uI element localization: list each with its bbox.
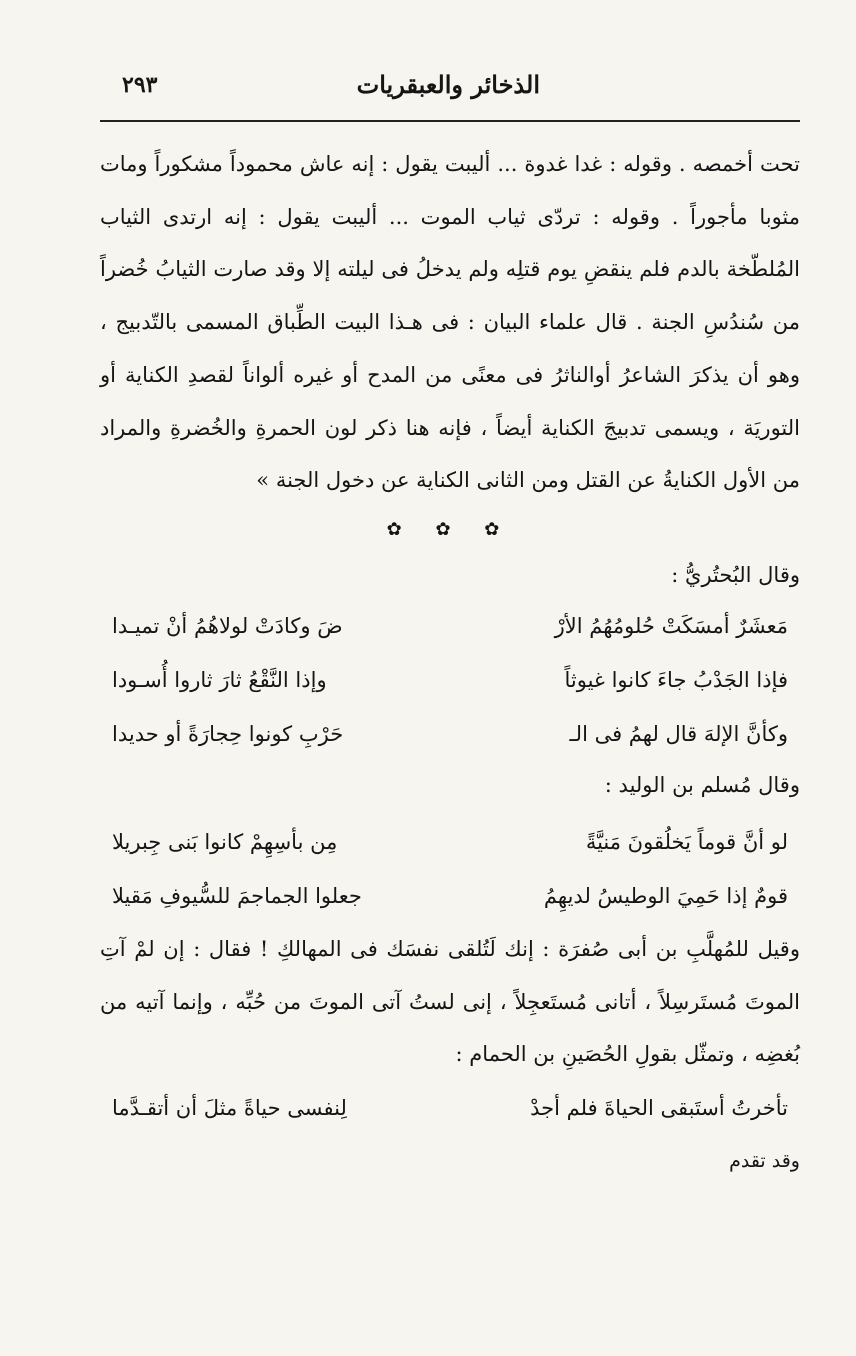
muslim-poem (100, 815, 800, 923)
muslim-intro: وقال مُسلم بن الوليد : (604, 772, 800, 797)
buhturi-intro: وقال البُحتُريُّ : (671, 562, 800, 587)
verse-first-hemistich: فإذا الجَدْبُ جاءَ كانوا غيوثاً (564, 667, 788, 692)
closing-note: وقد تقدم (729, 1150, 800, 1173)
commentary-paragraph: تحت أخمصه . وقوله : غدا غدوة ... أليبت يقول : إنه عاش محموداً مشكوراً ومات مثوبا مأجوراً . وقوله : تردّى ثياب الموت ... أليبت يقول : إنه ارتدى الثياب المُلطّخة بالدم فلم ينقضِ يوم قتلِه ولم يدخلُ فى ليلته إلا وقد صارت الثيابُ خُضراً من سُندُسِ الجنة . قال علماء البيان : فى هـذا البيت الطِّباق المسمى بالتّدبيج ، وهو أن يذكرَ الشاعرُ أوالناثرُ فى معنًى من المدح أو غيره ألواناً لقصدِ الكناية أو التوريَة ، ويسمى تدبيجَ الكناية أيضاً ، فإنه هنا ذكر لون الحمرةِ والخُضرةِ والمراد من الأول الكنايةُ عن القتل ومن الثانى الكناية عن دخول الجنة » (100, 152, 800, 493)
verse-first-hemistich: قومٌ إذا حَمِيَ الوطيسُ لديهِمُ (543, 883, 788, 908)
page-number: ٢٩٣ (122, 72, 158, 98)
verse-first-hemistich: مَعشَرٌ أمسَكَتْ حُلومُهُمُ الأرْ (554, 613, 788, 638)
page-body (100, 138, 800, 1183)
verse-first-hemistich: لو أنَّ قوماً يَخلُقونَ مَنيَّةً (585, 829, 788, 854)
verse-second-hemistich: مِن بأسِهِمْ كانوا بَنى جِبريلا (112, 829, 338, 854)
verse-first-hemistich: وكأنَّ الإلهَ قال لهمُ فى الـ (569, 721, 788, 746)
buhturi-poem (100, 599, 800, 761)
section-separator: ✿ ✿ ✿ (386, 518, 514, 540)
running-title: الذخائر والعبقريات (356, 70, 540, 99)
verse-first-hemistich: تأخرتُ أستَبقى الحياةَ فلم أجدْ (530, 1096, 788, 1121)
poem-verse (112, 599, 788, 653)
poem-verse (112, 869, 788, 923)
verse-second-hemistich: جعلوا الجماجمَ للسُّيوفِ مَقيلا (112, 883, 362, 908)
poem-verse (112, 653, 788, 707)
poem-verse (112, 707, 788, 761)
poem-verse (112, 1081, 788, 1135)
muhallab-paragraph: وقيل للمُهلَّبِ بن أبى صُفرَة : إنك لَتُلقى نفسَك فى المهالكِ ! فقال : إن لمْ آتِ الموتَ مُستَرسِلاً ، أتانى مُستَعجِلاً ، إنى لستُ آتى الموتَ من حُبِّه ، وإنما آتيه من بُغضِه ، وتمثّل بقولِ الحُصَينِ بن الحمام : (100, 936, 800, 1067)
verse-second-hemistich: لِنفسى حياةً مثلَ أن أتقـدَّما (112, 1096, 347, 1121)
verse-second-hemistich: وإذا النَّقْعُ ثارَ ثاروا أُسـودا (112, 667, 327, 692)
header-rule (100, 120, 800, 122)
verse-second-hemistich: حَرْبِ كونوا حِجارَةً أو حديدا (112, 721, 344, 746)
verse-second-hemistich: ضَ وكادَتْ لولاهُمُ أنْ تميـدا (112, 613, 343, 638)
page-header (100, 66, 800, 112)
husayn-poem (100, 1081, 800, 1135)
poem-verse (112, 815, 788, 869)
